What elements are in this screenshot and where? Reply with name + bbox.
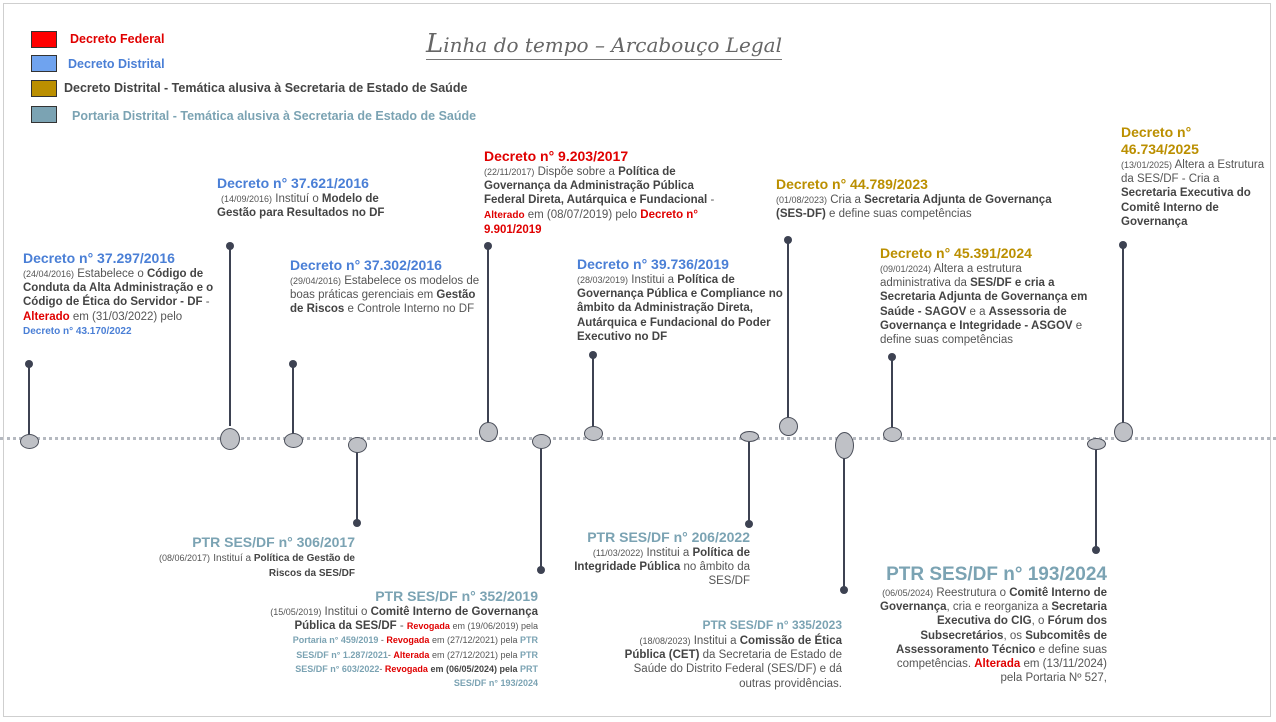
- event-heading: Decreto n° 45.391/2024: [880, 245, 1032, 261]
- stem-d46734: [1122, 245, 1124, 423]
- dot-d9203: [484, 242, 492, 250]
- dot-p352: [537, 566, 545, 574]
- page-title: Linha do tempo – Arcabouço Legal: [426, 29, 782, 59]
- event-ptr-352: PTR SES/DF n° 352/2019 (15/05/2019) Institui o Comitê Interno de Governança Pública da SES/DF - Revogada em (19/06/2019) pela Portaria n° 459/2019 - Revogada em (27/12/2021) pela PTR SES/DF n° 1.287/2021- Alterada em (27/12/2021) pela PTR SES/DF n° 603/2022- Revogada em (06/05/2024) pela PRT SES/DF n° 193/2024: [266, 588, 538, 690]
- stem-p306: [356, 452, 358, 522]
- event-heading: PTR SES/DF n° 335/2023: [702, 618, 842, 632]
- timeline-node: [584, 426, 603, 441]
- legend-label-tematico: Decreto Distrital - Temática alusiva à Secretaria de Estado de Saúde: [64, 81, 468, 95]
- stem-p193: [1095, 450, 1097, 549]
- timeline-node: [1114, 422, 1133, 442]
- event-decreto-46734: Decreto n° 46.734/2025 (13/01/2025) Altera a Estrutura da SES/DF - Cria a Secretaria Executiva do Comitê Interno de Governança: [1121, 124, 1269, 229]
- timeline-node: [1087, 438, 1106, 450]
- stem-d39736: [592, 355, 594, 427]
- timeline-node: [740, 431, 759, 442]
- legend-swatch-tematico: [31, 80, 57, 97]
- event-decreto-45391: Decreto n° 45.391/2024 (09/01/2024) Altera a estrutura administrativa da SES/DF e cria a Secretaria Adjunta de Governança em Saúde - SAGOV e a Assessoria de Governança e Integridade - ASGOV e define suas competências: [880, 245, 1095, 347]
- event-ptr-193: PTR SES/DF n° 193/2024 (06/05/2024) Reestrutura o Comitê Interno de Governança, cria e reorganiza a Secretaria Executiva do CIG, o Fórum dos Subsecretários, os Subcomitês de Assessoramento Técnico e define suas competências. Alterada em (13/11/2024) pela Portaria Nº 527,: [858, 564, 1107, 685]
- dot-p193: [1092, 546, 1100, 554]
- event-decreto-9203: Decreto n° 9.203/2017 (22/11/2017) Dispõe sobre a Política de Governança da Administração Pública Federal Direta, Autárquica e Fundacional - Alterado em (08/07/2019) pelo Decreto n° 9.901/2019: [484, 148, 730, 237]
- event-ptr-335: PTR SES/DF n° 335/2023 (18/08/2023) Institui a Comissão de Ética Pública (CET) da Secretaria de Estado de Saúde do Distrito Federal (SES/DF) e dá outras providências.: [616, 617, 842, 691]
- timeline-node: [348, 437, 367, 453]
- event-heading: Decreto n° 44.789/2023: [776, 176, 928, 192]
- stem-d37621: [229, 246, 231, 426]
- dot-d37302: [289, 360, 297, 368]
- stem-p206: [748, 442, 750, 523]
- timeline-node: [20, 434, 39, 449]
- legend-swatch-portaria: [31, 106, 57, 123]
- event-heading: PTR SES/DF n° 206/2022: [587, 529, 750, 545]
- dot-p206: [745, 520, 753, 528]
- legend-label-portaria: Portaria Distrital - Temática alusiva à Secretaria de Estado de Saúde: [72, 109, 477, 123]
- event-heading: PTR SES/DF n° 306/2017: [192, 534, 355, 550]
- stem-p352: [540, 448, 542, 569]
- timeline-axis: [0, 437, 1276, 440]
- event-heading: Decreto n° 46.734/2025: [1121, 124, 1199, 157]
- event-decreto-39736: Decreto n° 39.736/2019 (28/03/2019) Institui a Política de Governança Pública e Compliance no âmbito da Administração Direta, Autárquica e Fundacional do Poder Executivo no DF: [577, 256, 789, 344]
- event-heading: PTR SES/DF n° 193/2024: [886, 564, 1107, 585]
- event-heading: Decreto n° 39.736/2019: [577, 256, 729, 272]
- event-heading: PTR SES/DF n° 352/2019: [375, 588, 538, 604]
- event-heading: Decreto n° 37.302/2016: [290, 257, 442, 273]
- event-decreto-37302: Decreto n° 37.302/2016 (29/04/2016) Estabelece os modelos de boas práticas gerenciais em Gestão de Riscos e Controle Interno no DF: [290, 257, 480, 316]
- event-heading: Decreto n° 37.297/2016: [23, 250, 175, 266]
- dot-d37621: [226, 242, 234, 250]
- dot-p306: [353, 519, 361, 527]
- stem-p335: [843, 458, 845, 589]
- legend-label-distrital: Decreto Distrital: [68, 57, 165, 71]
- dot-p335: [840, 586, 848, 594]
- stem-d45391: [891, 357, 893, 427]
- dot-d46734: [1119, 241, 1127, 249]
- timeline-node: [532, 434, 551, 449]
- dot-d37297: [25, 360, 33, 368]
- event-decreto-44789: Decreto n° 44.789/2023 (01/08/2023) Cria a Secretaria Adjunta de Governança (SES-DF) e define suas competências: [776, 176, 1061, 221]
- timeline-node: [883, 427, 902, 442]
- stem-d37302: [292, 364, 294, 436]
- timeline-node: [479, 422, 498, 442]
- event-ptr-306: PTR SES/DF n° 306/2017 (08/06/2017) Instituí a Política de Gestão de Riscos da SES/DF: [125, 534, 355, 581]
- legend-swatch-federal: [31, 31, 57, 48]
- dot-d39736: [589, 351, 597, 359]
- event-heading: Decreto n° 37.621/2016: [217, 175, 369, 191]
- dot-d45391: [888, 353, 896, 361]
- legend-swatch-distrital: [31, 55, 57, 72]
- event-decreto-37297: Decreto n° 37.297/2016 (24/04/2016) Estabelece o Código de Conduta da Alta Administração e o Código de Ética do Servidor - DF - Alterado em (31/03/2022) pelo Decreto n° 43.170/2022: [23, 250, 218, 339]
- stem-d9203: [487, 246, 489, 424]
- timeline-node: [284, 433, 303, 448]
- timeline-node: [835, 432, 854, 459]
- stem-d37297: [28, 364, 30, 436]
- legend-label-federal: Decreto Federal: [70, 32, 165, 46]
- event-ptr-206: PTR SES/DF n° 206/2022 (11/03/2022) Institui a Política de Integridade Pública no âmbito da SES/DF: [560, 529, 750, 589]
- dot-d44789: [784, 236, 792, 244]
- event-heading: Decreto n° 9.203/2017: [484, 148, 629, 164]
- event-decreto-37621: Decreto n° 37.621/2016 (14/09/2016) Instituí o Modelo de Gestão para Resultados no DF: [217, 175, 412, 220]
- timeline-node: [220, 428, 240, 450]
- timeline-node: [779, 417, 798, 436]
